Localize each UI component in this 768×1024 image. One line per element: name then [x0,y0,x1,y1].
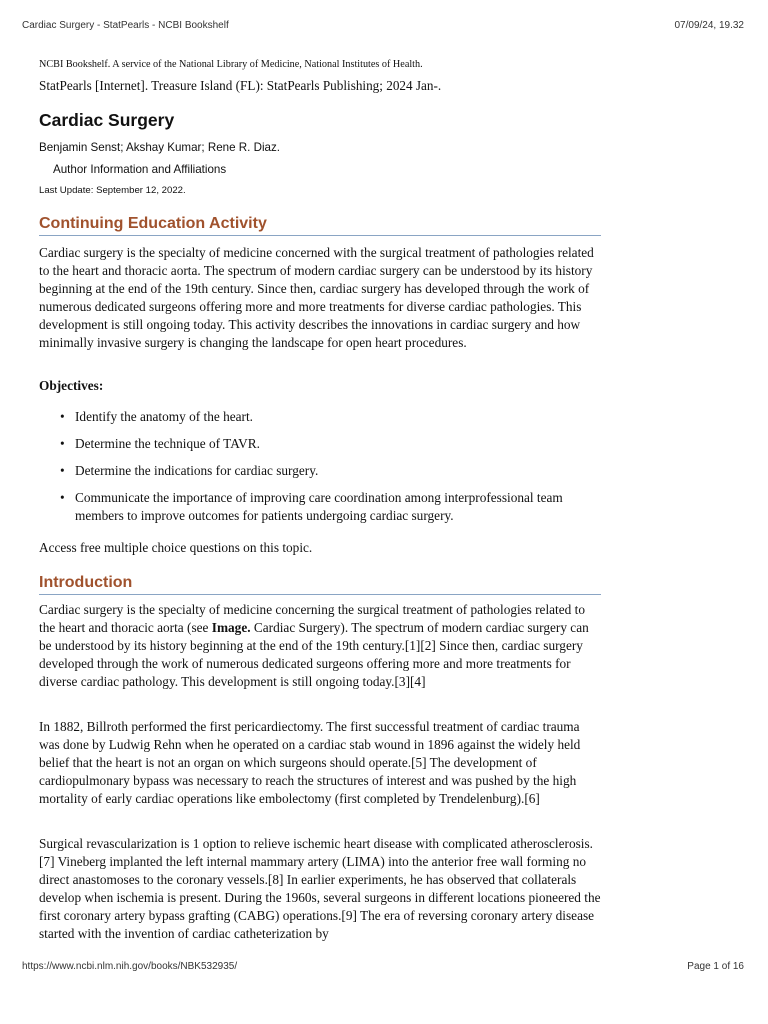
article-title: Cardiac Surgery [39,110,175,130]
author-list: Benjamin Senst; Akshay Kumar; Rene R. Diaz. [39,141,281,154]
bullet-icon: • [60,463,65,478]
browser-page-title: Cardiac Surgery - StatPearls - NCBI Bookshelf [22,20,229,31]
objective-item [39,408,603,426]
intro-paragraph-2: In 1882, Billroth performed the first pericardiectomy. The first successful treatment of cardiac trauma was done by Ludwig Rehn when he operated on a cardiac stab wound in 1896 against the widely held belief that the heart is not an organ on which surgeons should operate.[5] The development of cardiopulmonary bypass was necessary to reach the structures of interest and was pushed by the high mortality of early cardiac operations like embolectomy (first completed by Trendelenburg).[6] [39,719,581,806]
objective-item [39,489,603,525]
objective-item [39,462,603,480]
objective-item [39,435,603,453]
section-heading-continuing-education: Continuing Education Activity [39,214,601,236]
print-datetime: 07/09/24, 19.32 [674,20,744,31]
section-heading-introduction: Introduction [39,573,601,595]
last-update: Last Update: September 12, 2022. [39,185,186,196]
objective-text: Communicate the importance of improving care coordination among interprofessional team members to improve outcomes for patients undergoing cardiac surgery. [75,490,563,523]
intro-p1-text-b: Cardiac Surgery). The spectrum of modern cardiac surgery can be understood by its history beginning at the end of the 19th century.[1][2] Since then, cardiac surgery developed through the work of numerous dedicated surgeons offering more and more treatments for diverse cardiac pathology. This development is still ongoing today.[3][4] [39,620,589,689]
objective-text: Identify the anatomy of the heart. [75,409,253,424]
objective-text: Determine the indications for cardiac surgery. [75,463,319,478]
intro-paragraph-1 [39,601,603,691]
page-url: https://www.ncbi.nlm.nih.gov/books/NBK532935/ [22,961,238,972]
bullet-icon: • [60,490,65,505]
author-affiliations-link[interactable]: Author Information and Affiliations [53,163,227,176]
objectives-list [39,408,603,534]
objectives-label: Objectives: [39,378,104,393]
objective-text: Determine the technique of TAVR. [75,436,260,451]
ncbi-service-line: NCBI Bookshelf. A service of the National Library of Medicine, National Institutes of Health. [39,59,423,70]
mcq-access-link[interactable]: Access free multiple choice questions on this topic. [39,540,313,555]
intro-p1-text-a: Cardiac surgery is the specialty of medicine concerning the surgical treatment of pathologies related to the heart and thoracic aorta (see [39,602,585,635]
citation-line: StatPearls [Internet]. Treasure Island (FL): StatPearls Publishing; 2024 Jan-. [39,78,442,93]
intro-paragraph-3: Surgical revascularization is 1 option to relieve ischemic heart disease with complicated atherosclerosis.[7] Vineberg implanted the left internal mammary artery (LIMA) into the anterior free wall forming no direct anastomoses to the coronary vessels.[8] In earlier experiments, he has observed that collaterals develop when ischemia is present. During the 1960s, several surgeons in different locations pioneered the first coronary artery bypass grafting (CABG) operations.[9] The era of reversing coronary artery disease started with the invention of cardiac catheterization by [39,836,601,941]
bullet-icon: • [60,436,65,451]
bullet-icon: • [60,409,65,424]
page-number: Page 1 of 16 [687,961,744,972]
image-link[interactable]: Image. [211,620,251,635]
ce-paragraph: Cardiac surgery is the specialty of medicine concerned with the surgical treatment of pathologies related to the heart and thoracic aorta. The spectrum of modern cardiac surgery can be understood by its history beginning at the end of the 19th century. Since then, cardiac surgery has developed through the work of numerous dedicated surgeons offering more and more treatments for diverse cardiac pathologies. This development is still ongoing today. This activity describes the innovations in cardiac surgery and how minimally invasive surgery is changing the landscape for open heart procedures. [39,245,594,350]
